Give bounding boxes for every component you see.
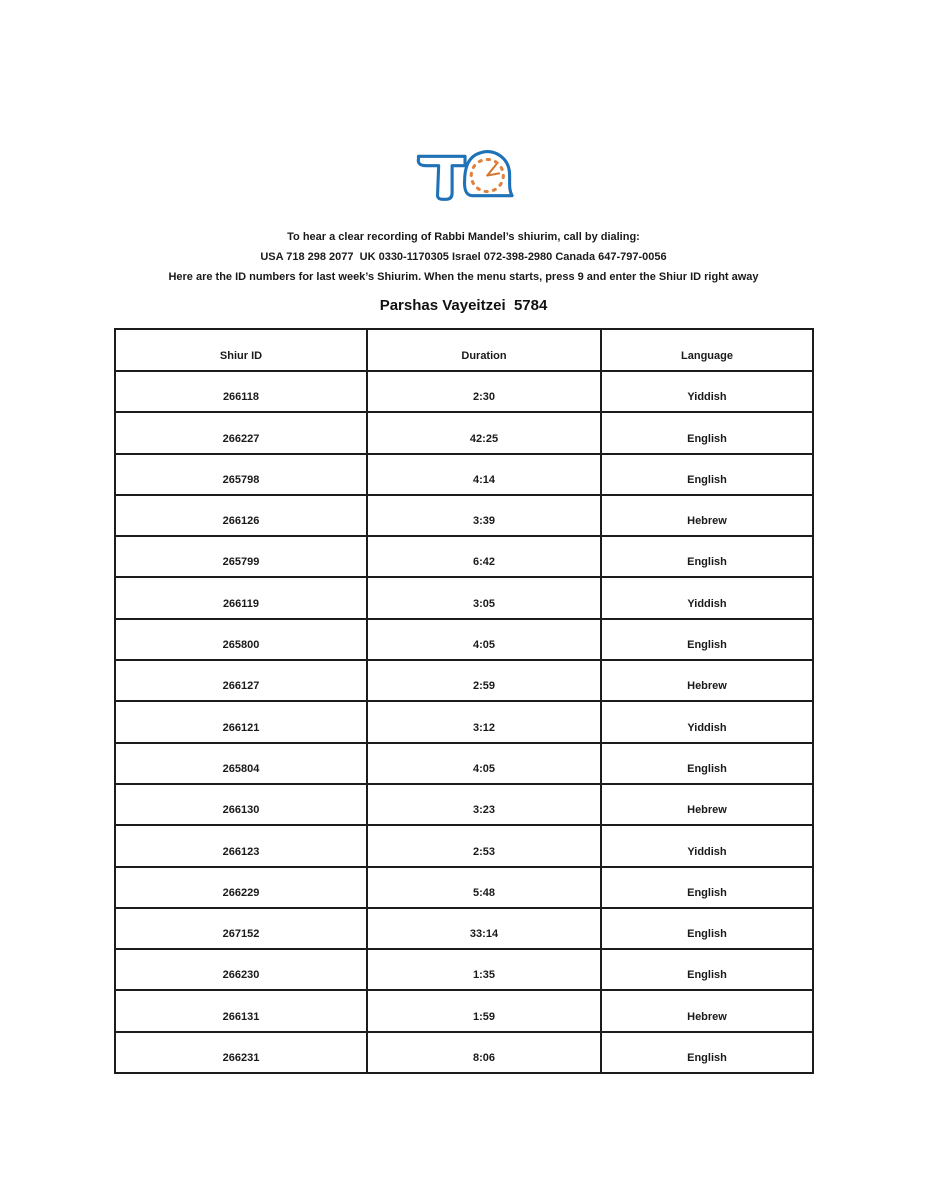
language-cell: English	[601, 1032, 813, 1073]
table-row	[115, 536, 813, 577]
table-body	[115, 371, 813, 1073]
language-cell: Yiddish	[601, 701, 813, 742]
table-row	[115, 990, 813, 1031]
duration-cell: 3:39	[367, 495, 601, 536]
language-cell: English	[601, 454, 813, 495]
duration-cell: 2:53	[367, 825, 601, 866]
page-title: Parshas Vayeitzei 5784	[379, 297, 548, 314]
shiurim-table-container	[114, 328, 812, 1074]
duration-cell: 1:35	[367, 949, 601, 990]
duration-cell: 3:12	[367, 701, 601, 742]
logo-letter-t	[418, 156, 465, 199]
shiur-id-cell: 265798	[115, 454, 367, 495]
shiur-id-cell: 265799	[115, 536, 367, 577]
language-cell: Hebrew	[601, 990, 813, 1031]
language-cell: Hebrew	[601, 495, 813, 536]
shiur-id-cell: 266227	[115, 412, 367, 453]
duration-cell: 1:59	[367, 990, 601, 1031]
table-row	[115, 743, 813, 784]
shiur-id-cell: 265804	[115, 743, 367, 784]
language-cell: Hebrew	[601, 784, 813, 825]
table-row	[115, 454, 813, 495]
table-row	[115, 908, 813, 949]
table-row	[115, 371, 813, 412]
table-row	[115, 660, 813, 701]
shiur-id-cell: 266118	[115, 371, 367, 412]
language-cell: English	[601, 743, 813, 784]
language-cell: English	[601, 412, 813, 453]
shiur-id-cell: 267152	[115, 908, 367, 949]
intro-phone-numbers: USA 718 298 2077 UK 0330-1170305 Israel 072-398-2980 Canada 647-797-0056	[260, 251, 667, 263]
torahanytime-clock-logo	[412, 146, 516, 206]
table-row	[115, 701, 813, 742]
table-row	[115, 1032, 813, 1073]
shiur-id-cell: 266230	[115, 949, 367, 990]
duration-cell: 4:05	[367, 743, 601, 784]
table-row	[115, 577, 813, 618]
shiur-id-cell: 266123	[115, 825, 367, 866]
shiur-id-cell: 266121	[115, 701, 367, 742]
shiur-id-cell: 266126	[115, 495, 367, 536]
logo-graphic	[412, 146, 516, 206]
shiur-id-cell: 266127	[115, 660, 367, 701]
duration-cell: 2:30	[367, 371, 601, 412]
duration-cell: 5:48	[367, 867, 601, 908]
table-header	[115, 329, 813, 371]
duration-cell: 4:05	[367, 619, 601, 660]
duration-cell: 3:05	[367, 577, 601, 618]
language-cell: Yiddish	[601, 577, 813, 618]
table-row	[115, 412, 813, 453]
column-header-shiur-id: Shiur ID	[115, 329, 367, 371]
language-cell: English	[601, 867, 813, 908]
intro-dialing-instruction: To hear a clear recording of Rabbi Mandel’s shiurim, call by dialing:	[287, 231, 640, 243]
duration-cell: 2:59	[367, 660, 601, 701]
intro-menu-instruction: Here are the ID numbers for last week’s Shiurim. When the menu starts, press 9 and enter the Shiur ID right away	[168, 271, 759, 283]
shiur-id-cell: 265800	[115, 619, 367, 660]
language-cell: Hebrew	[601, 660, 813, 701]
duration-cell: 4:14	[367, 454, 601, 495]
table-row	[115, 825, 813, 866]
table-row	[115, 784, 813, 825]
shiur-id-cell: 266130	[115, 784, 367, 825]
language-cell: English	[601, 949, 813, 990]
shiur-id-cell: 266119	[115, 577, 367, 618]
column-header-duration: Duration	[367, 329, 601, 371]
duration-cell: 33:14	[367, 908, 601, 949]
table-row	[115, 495, 813, 536]
duration-cell: 42:25	[367, 412, 601, 453]
header-row	[115, 329, 813, 371]
language-cell: English	[601, 536, 813, 577]
shiurim-table	[114, 328, 814, 1074]
duration-cell: 8:06	[367, 1032, 601, 1073]
language-cell: English	[601, 908, 813, 949]
duration-cell: 6:42	[367, 536, 601, 577]
shiur-id-cell: 266229	[115, 867, 367, 908]
column-header-language: Language	[601, 329, 813, 371]
language-cell: Yiddish	[601, 825, 813, 866]
table-row	[115, 619, 813, 660]
table-row	[115, 867, 813, 908]
shiur-id-cell: 266131	[115, 990, 367, 1031]
shiur-id-cell: 266231	[115, 1032, 367, 1073]
duration-cell: 3:23	[367, 784, 601, 825]
language-cell: Yiddish	[601, 371, 813, 412]
language-cell: English	[601, 619, 813, 660]
table-row	[115, 949, 813, 990]
